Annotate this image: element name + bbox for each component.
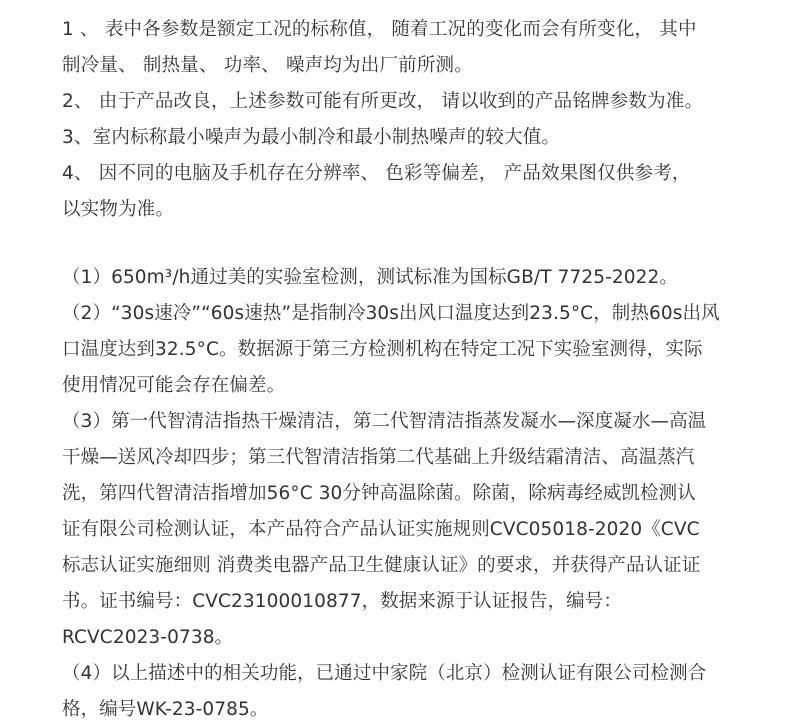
footnote-line: 使用情况可能会存在偏差。 bbox=[62, 375, 286, 396]
note-line: 4、 因不同的电脑及手机存在分辨率、 色彩等偏差， 产品效果图仅供参考， bbox=[62, 163, 691, 184]
footnote-line: （2）“30s速冷”“60s速热”是指制冷30s出风口温度达到23.5°C，制热60s出风 bbox=[62, 303, 720, 324]
note-line: 以实物为准。 bbox=[62, 199, 175, 220]
footnote-line: （4）以上描述中的相关功能，已通过中家院（北京）检测认证有限公司检测合 bbox=[62, 663, 707, 684]
footnote-line: （3）第一代智清洁指热干燥清洁，第二代智清洁指蒸发凝水—深度凝水—高温 bbox=[62, 411, 707, 432]
note-line: 2、 由于产品改良，上述参数可能有所更改， 请以收到的产品铭牌参数为准。 bbox=[62, 91, 704, 112]
footnote-line: （1）650m³/h通过美的实验室检测，测试标准为国标GB/T 7725-2022。 bbox=[62, 267, 678, 288]
footnote-line: RCVC2023-0738。 bbox=[62, 627, 234, 648]
test-footnotes bbox=[62, 260, 762, 728]
footnote-line: 证有限公司检测认证，本产品符合产品认证实施规则CVC05018-2020《CVC bbox=[62, 519, 700, 540]
note-line: 1 、 表中各参数是额定工况的标称值， 随着工况的变化而会有所变化， 其中 bbox=[62, 19, 697, 40]
footnote-line: 书。证书编号：CVC23100010877，数据来源于认证报告，编号： bbox=[62, 591, 622, 612]
parameter-notes bbox=[62, 12, 762, 228]
note-line: 制冷量、 制热量、 功率、 噪声均为出厂前所测。 bbox=[62, 55, 473, 76]
footnote-line: 洗，第四代智清洁指增加56°C 30分钟高温除菌。除菌，除病毒经威凯检测认 bbox=[62, 483, 696, 504]
footnote-line: 口温度达到32.5°C。数据源于第三方检测机构在特定工况下实验室测得，实际 bbox=[62, 339, 703, 360]
footnote-line: 格，编号WK-23-0785。 bbox=[62, 699, 269, 720]
footnote-line: 标志认证实施细则 消费类电器产品卫生健康认证》的要求，并获得产品认证证 bbox=[62, 555, 701, 576]
note-line: 3、室内标称最小噪声为最小制冷和最小制热噪声的较大值。 bbox=[62, 127, 561, 148]
footnote-line: 干燥—送风冷却四步；第三代智清洁指第二代基础上升级结霜清洁、高温蒸汽 bbox=[62, 447, 695, 468]
